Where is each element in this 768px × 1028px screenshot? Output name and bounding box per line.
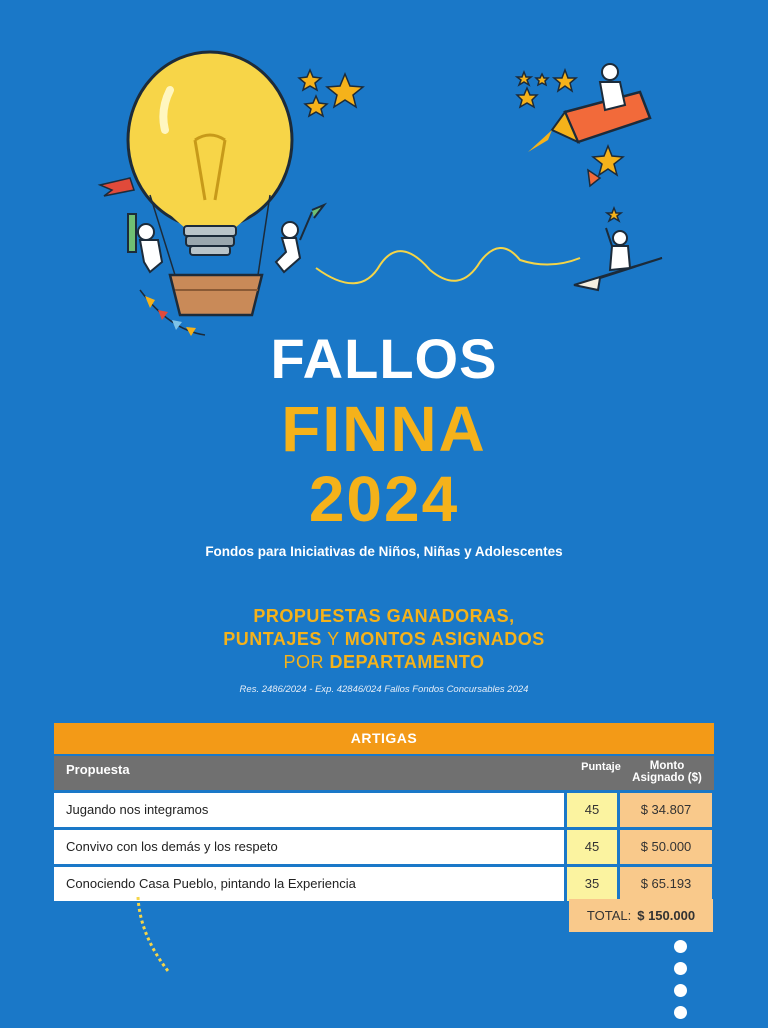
score-cell: 45 — [567, 793, 617, 827]
decorative-dash-line — [130, 895, 170, 975]
subtitle: Fondos para Iniciativas de Niños, Niñas y Adolescentes — [205, 544, 563, 559]
amount-cell: $ 65.193 — [620, 867, 712, 901]
dot-icon — [674, 1006, 687, 1019]
table-row — [54, 830, 714, 864]
score-cell: 45 — [567, 830, 617, 864]
child-figure-icon — [128, 214, 162, 272]
column-proposal: Propuesta — [66, 762, 130, 777]
dot-icon — [674, 962, 687, 975]
heading-line-3: POR DEPARTAMENTO — [283, 652, 485, 672]
results-table — [54, 723, 714, 901]
department-header: ARTIGAS — [54, 723, 714, 754]
lightbulb-balloon-icon — [128, 52, 292, 315]
amount-cell: $ 50.000 — [620, 830, 712, 864]
title-line-3: 2024 — [308, 463, 460, 535]
table-header — [54, 756, 714, 790]
title-line-1: FALLOS — [270, 327, 498, 390]
heading-line-2: PUNTAJES Y MONTOS ASIGNADOS — [223, 629, 545, 649]
proposal-cell: Convivo con los demás y los respeto — [54, 830, 564, 864]
heading-line-1: PROPUESTAS GANADORAS, — [253, 606, 515, 626]
star-icon — [299, 70, 363, 116]
total-value: $ 150.000 — [637, 908, 696, 923]
decorative-dots — [674, 940, 687, 1028]
child-figure-icon — [276, 205, 324, 272]
hero-illustration — [0, 0, 768, 340]
paper-plane-icon — [574, 228, 662, 290]
total-cell — [569, 899, 713, 932]
title-line-2: FINNA — [281, 393, 487, 465]
proposal-cell: Jugando nos integramos — [54, 793, 564, 827]
column-score: Puntaje — [581, 761, 621, 773]
rocket-icon — [528, 64, 650, 186]
amount-cell: $ 34.807 — [620, 793, 712, 827]
column-amount: Monto Asignado ($) — [632, 760, 702, 784]
dot-icon — [674, 940, 687, 953]
total-label: TOTAL: — [586, 908, 632, 923]
resolution-note: Res. 2486/2024 - Exp. 42846/024 Fallos Fondos Concursables 2024 — [239, 684, 529, 695]
proposal-cell: Conociendo Casa Pueblo, pintando la Experiencia — [54, 867, 564, 901]
score-cell: 35 — [567, 867, 617, 901]
section-heading — [0, 605, 768, 674]
dot-icon — [674, 984, 687, 997]
table-row — [54, 793, 714, 827]
